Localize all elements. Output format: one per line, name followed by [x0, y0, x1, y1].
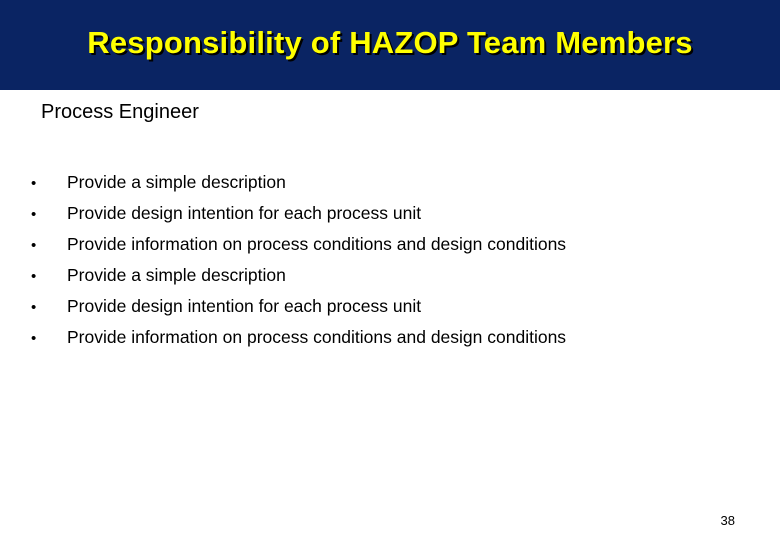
bullet-dot-icon: • [31, 237, 37, 254]
title-bar [0, 0, 780, 90]
bullet-text: Provide information on process conditions and design conditions [67, 234, 567, 254]
slide-title: Responsibility of HAZOP Team Members [87, 25, 693, 60]
bullet-text: Provide design intention for each process unit [67, 296, 422, 316]
bullet-text: Provide information on process conditions and design conditions [67, 327, 567, 347]
bullet-text: Provide a simple description [67, 265, 286, 285]
bullet-list [31, 172, 566, 358]
bullet-text: Provide a simple description [67, 172, 286, 192]
bullet-item [31, 172, 566, 203]
bullet-item [31, 327, 566, 358]
bullet-dot-icon: • [31, 268, 37, 285]
bullet-text: Provide design intention for each process unit [67, 203, 422, 223]
section-heading: Process Engineer [41, 101, 199, 123]
bullet-item [31, 203, 566, 234]
bullet-dot-icon: • [31, 330, 37, 347]
bullet-dot-icon: • [31, 175, 37, 192]
bullet-item [31, 265, 566, 296]
bullet-item [31, 234, 566, 265]
bullet-item [31, 296, 566, 327]
bullet-dot-icon: • [31, 206, 37, 223]
page-number: 38 [720, 513, 735, 528]
bullet-dot-icon: • [31, 299, 37, 316]
